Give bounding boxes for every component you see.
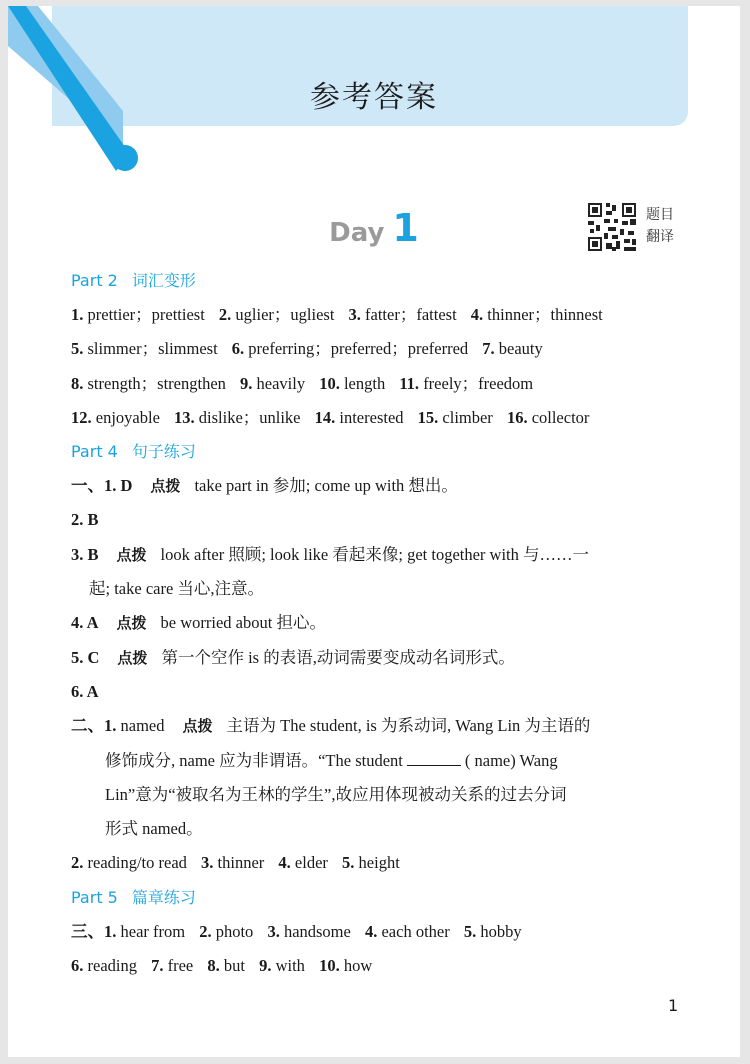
answer-line: 12. enjoyable 13. dislike；unlike 14. interested 15. climber 16. collector bbox=[71, 407, 590, 427]
answer-line: 二、1. named 点拨 主语为 The student, is 为系动词, Wang Lin 为主语的 bbox=[71, 716, 591, 736]
tip-label: 点拨 bbox=[182, 717, 213, 736]
answer-line: 2. reading/to read 3. thinner 4. elder 5. height bbox=[71, 853, 400, 873]
tip-label: 点拨 bbox=[116, 545, 147, 564]
answer-line-continued: 修饰成分, name 应为非谓语。“The student ( name) Wang bbox=[105, 750, 558, 770]
answer-content bbox=[71, 264, 691, 983]
part5-heading bbox=[71, 881, 691, 915]
part4-label: Part 4 bbox=[71, 442, 118, 462]
answer-line: 5. slimmer；slimmest 6. preferring；preferred；preferred 7. beauty bbox=[71, 339, 543, 359]
answer-line: 1. prettier；prettiest 2. uglier；ugliest 3. fatter；fattest 4. thinner；thinnest bbox=[71, 305, 603, 324]
part2-label: Part 2 bbox=[71, 271, 118, 290]
page-title: 参考答案 bbox=[310, 80, 438, 115]
part4-name: 句子练习 bbox=[131, 442, 196, 462]
answer-line-continued: Lin”意为“被取名为王林的学生”,故应用体现被动关系的过去分词 bbox=[105, 784, 567, 804]
tip-label: 点拨 bbox=[117, 648, 148, 667]
part5-name: 篇章练习 bbox=[131, 887, 196, 907]
part4-heading bbox=[71, 435, 691, 469]
qr-code-icon bbox=[586, 201, 638, 253]
day-number: 1 bbox=[392, 206, 419, 250]
qr-label bbox=[646, 204, 674, 248]
answer-line: 3. B 点拨 look after 照顾; look like 看起来像; get together with 与……一 bbox=[71, 544, 590, 564]
answer-line: 一、1. D 点拨 take part in 参加; come up with 想出。 bbox=[71, 476, 458, 496]
answer-line: 2. B bbox=[71, 510, 99, 530]
qr-label-line1: 题目 bbox=[646, 207, 674, 223]
answer-line: 4. A 点拨 be worried about 担心。 bbox=[71, 613, 326, 633]
answer-line: 8. strength；strengthen 9. heavily 10. length 11. freely；freedom bbox=[71, 373, 534, 393]
day-word: Day bbox=[329, 218, 385, 248]
tip-label: 点拨 bbox=[150, 477, 181, 496]
qr-label-line2: 翻译 bbox=[646, 229, 674, 245]
fill-blank bbox=[407, 751, 461, 766]
answer-line: 5. C 点拨 第一个空作 is 的表语,动词需要变成动名词形式。 bbox=[71, 647, 515, 667]
answer-line-continued: 形式 named。 bbox=[105, 819, 203, 839]
part2-heading bbox=[71, 264, 691, 298]
tip-label: 点拨 bbox=[116, 614, 147, 633]
answer-line: 三、1. hear from 2. photo 3. handsome 4. each other 5. hobby bbox=[71, 921, 522, 941]
part5-label: Part 5 bbox=[71, 887, 118, 907]
page-number: 1 bbox=[668, 996, 679, 1015]
answer-line-continued: 起; take care 当心,注意。 bbox=[89, 579, 265, 599]
page bbox=[8, 6, 740, 1057]
answer-line: 6. reading 7. free 8. but 9. with 10. how bbox=[71, 956, 373, 976]
answer-line: 6. A bbox=[71, 681, 99, 701]
part2-name: 词汇变形 bbox=[131, 271, 196, 290]
